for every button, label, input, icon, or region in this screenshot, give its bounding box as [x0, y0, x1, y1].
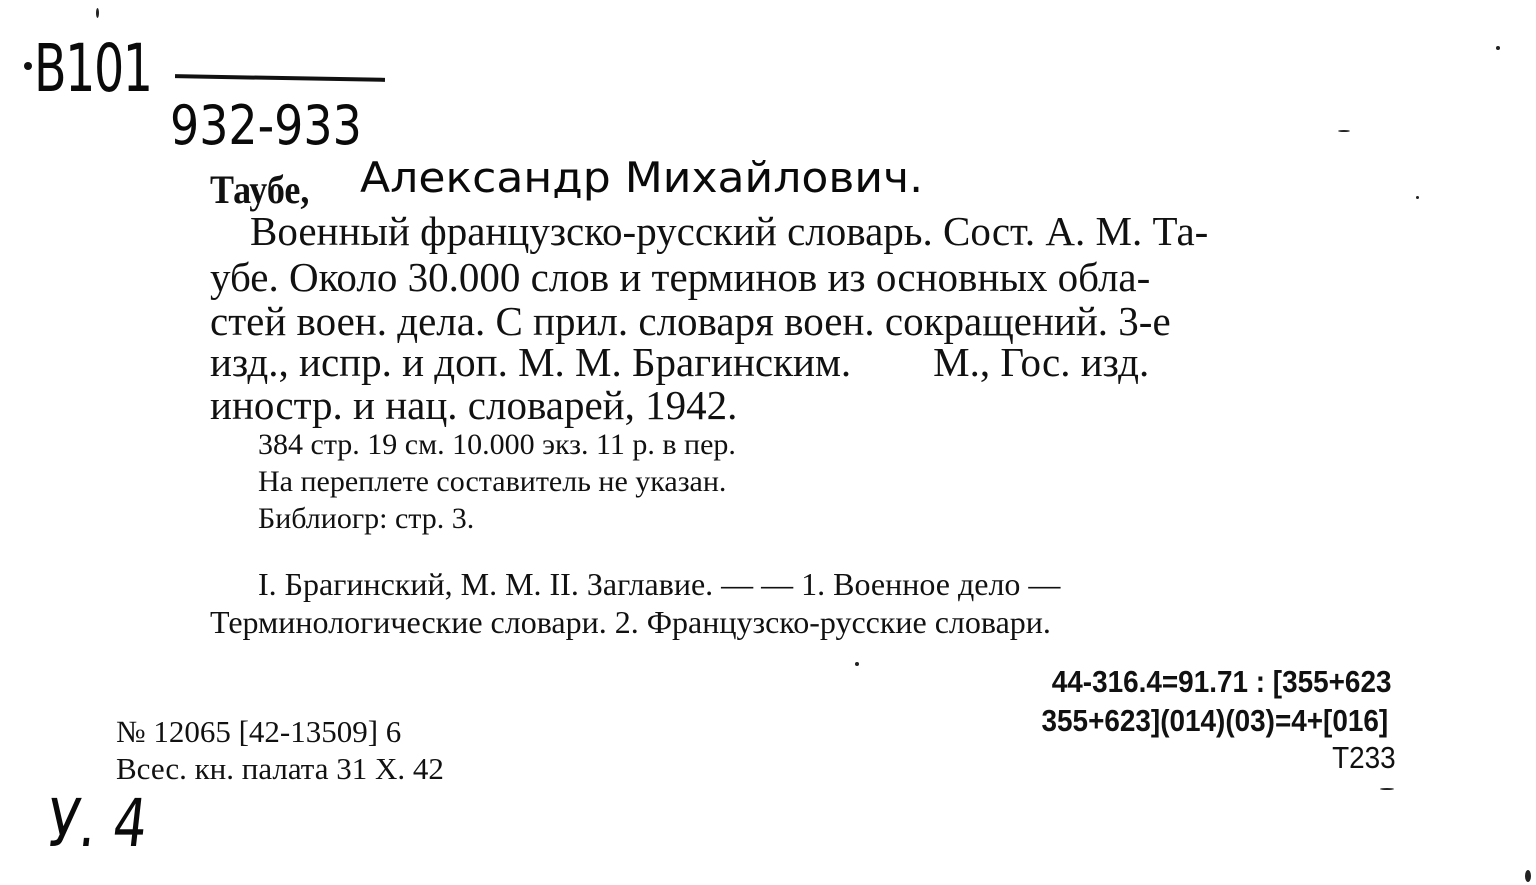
description-line: изд., испр. и доп. М. М. Брагинским. М., Гос. изд. — [210, 339, 1150, 385]
scan-speck — [1496, 46, 1500, 50]
author-surname: Таубе, — [210, 167, 310, 212]
handwritten-note-bottom: У. 4 — [43, 785, 152, 862]
author-name-handwritten: Александр Михайлович. — [360, 153, 924, 202]
scan-speck — [96, 8, 99, 18]
bibliography-note: Библиогр: стр. 3. — [258, 502, 475, 535]
classification-line: 44-316.4=91.71 : [355+623 — [1051, 664, 1391, 699]
shelf-mark-bottom: 932-933 — [170, 94, 362, 157]
tracing-line: Терминологические словари. 2. Французско-русские словари. — [210, 604, 1051, 640]
scan-speck — [1416, 196, 1419, 199]
ink-dot — [24, 62, 32, 70]
description-line: убе. Около 30.000 слов и терминов из основных обла- — [210, 254, 1151, 300]
classification-code: Т233 — [1332, 740, 1396, 775]
note-line: На переплете составитель не указан. — [258, 465, 727, 498]
shelf-mark-top: B101 — [34, 30, 152, 107]
description-line: иностр. и нац. словарей, 1942. — [210, 382, 738, 428]
chamber-stamp-line: Всес. кн. палата 31 X. 42 — [116, 751, 444, 786]
classification-line: 355+623](014)(03)=4+[016] — [1041, 703, 1388, 738]
scan-speck — [1338, 130, 1350, 132]
tracing-line: I. Брагинский, М. М. II. Заглавие. — — 1. Военное дело — — [258, 566, 1061, 602]
shelf-mark-divider — [175, 74, 385, 82]
description-line: Военный французско-русский словарь. Сост. А. М. Та- — [250, 208, 1209, 254]
physical-description-line: 384 стр. 19 см. 10.000 экз. 11 р. в пер. — [258, 428, 736, 461]
scan-speck — [1525, 870, 1531, 882]
registry-number: № 12065 [42-13509] 6 — [116, 714, 402, 749]
scan-speck — [855, 662, 859, 666]
description-line: стей воен. дела. С прил. словаря воен. сокращений. 3-е — [210, 298, 1171, 344]
scan-speck — [1380, 788, 1394, 790]
